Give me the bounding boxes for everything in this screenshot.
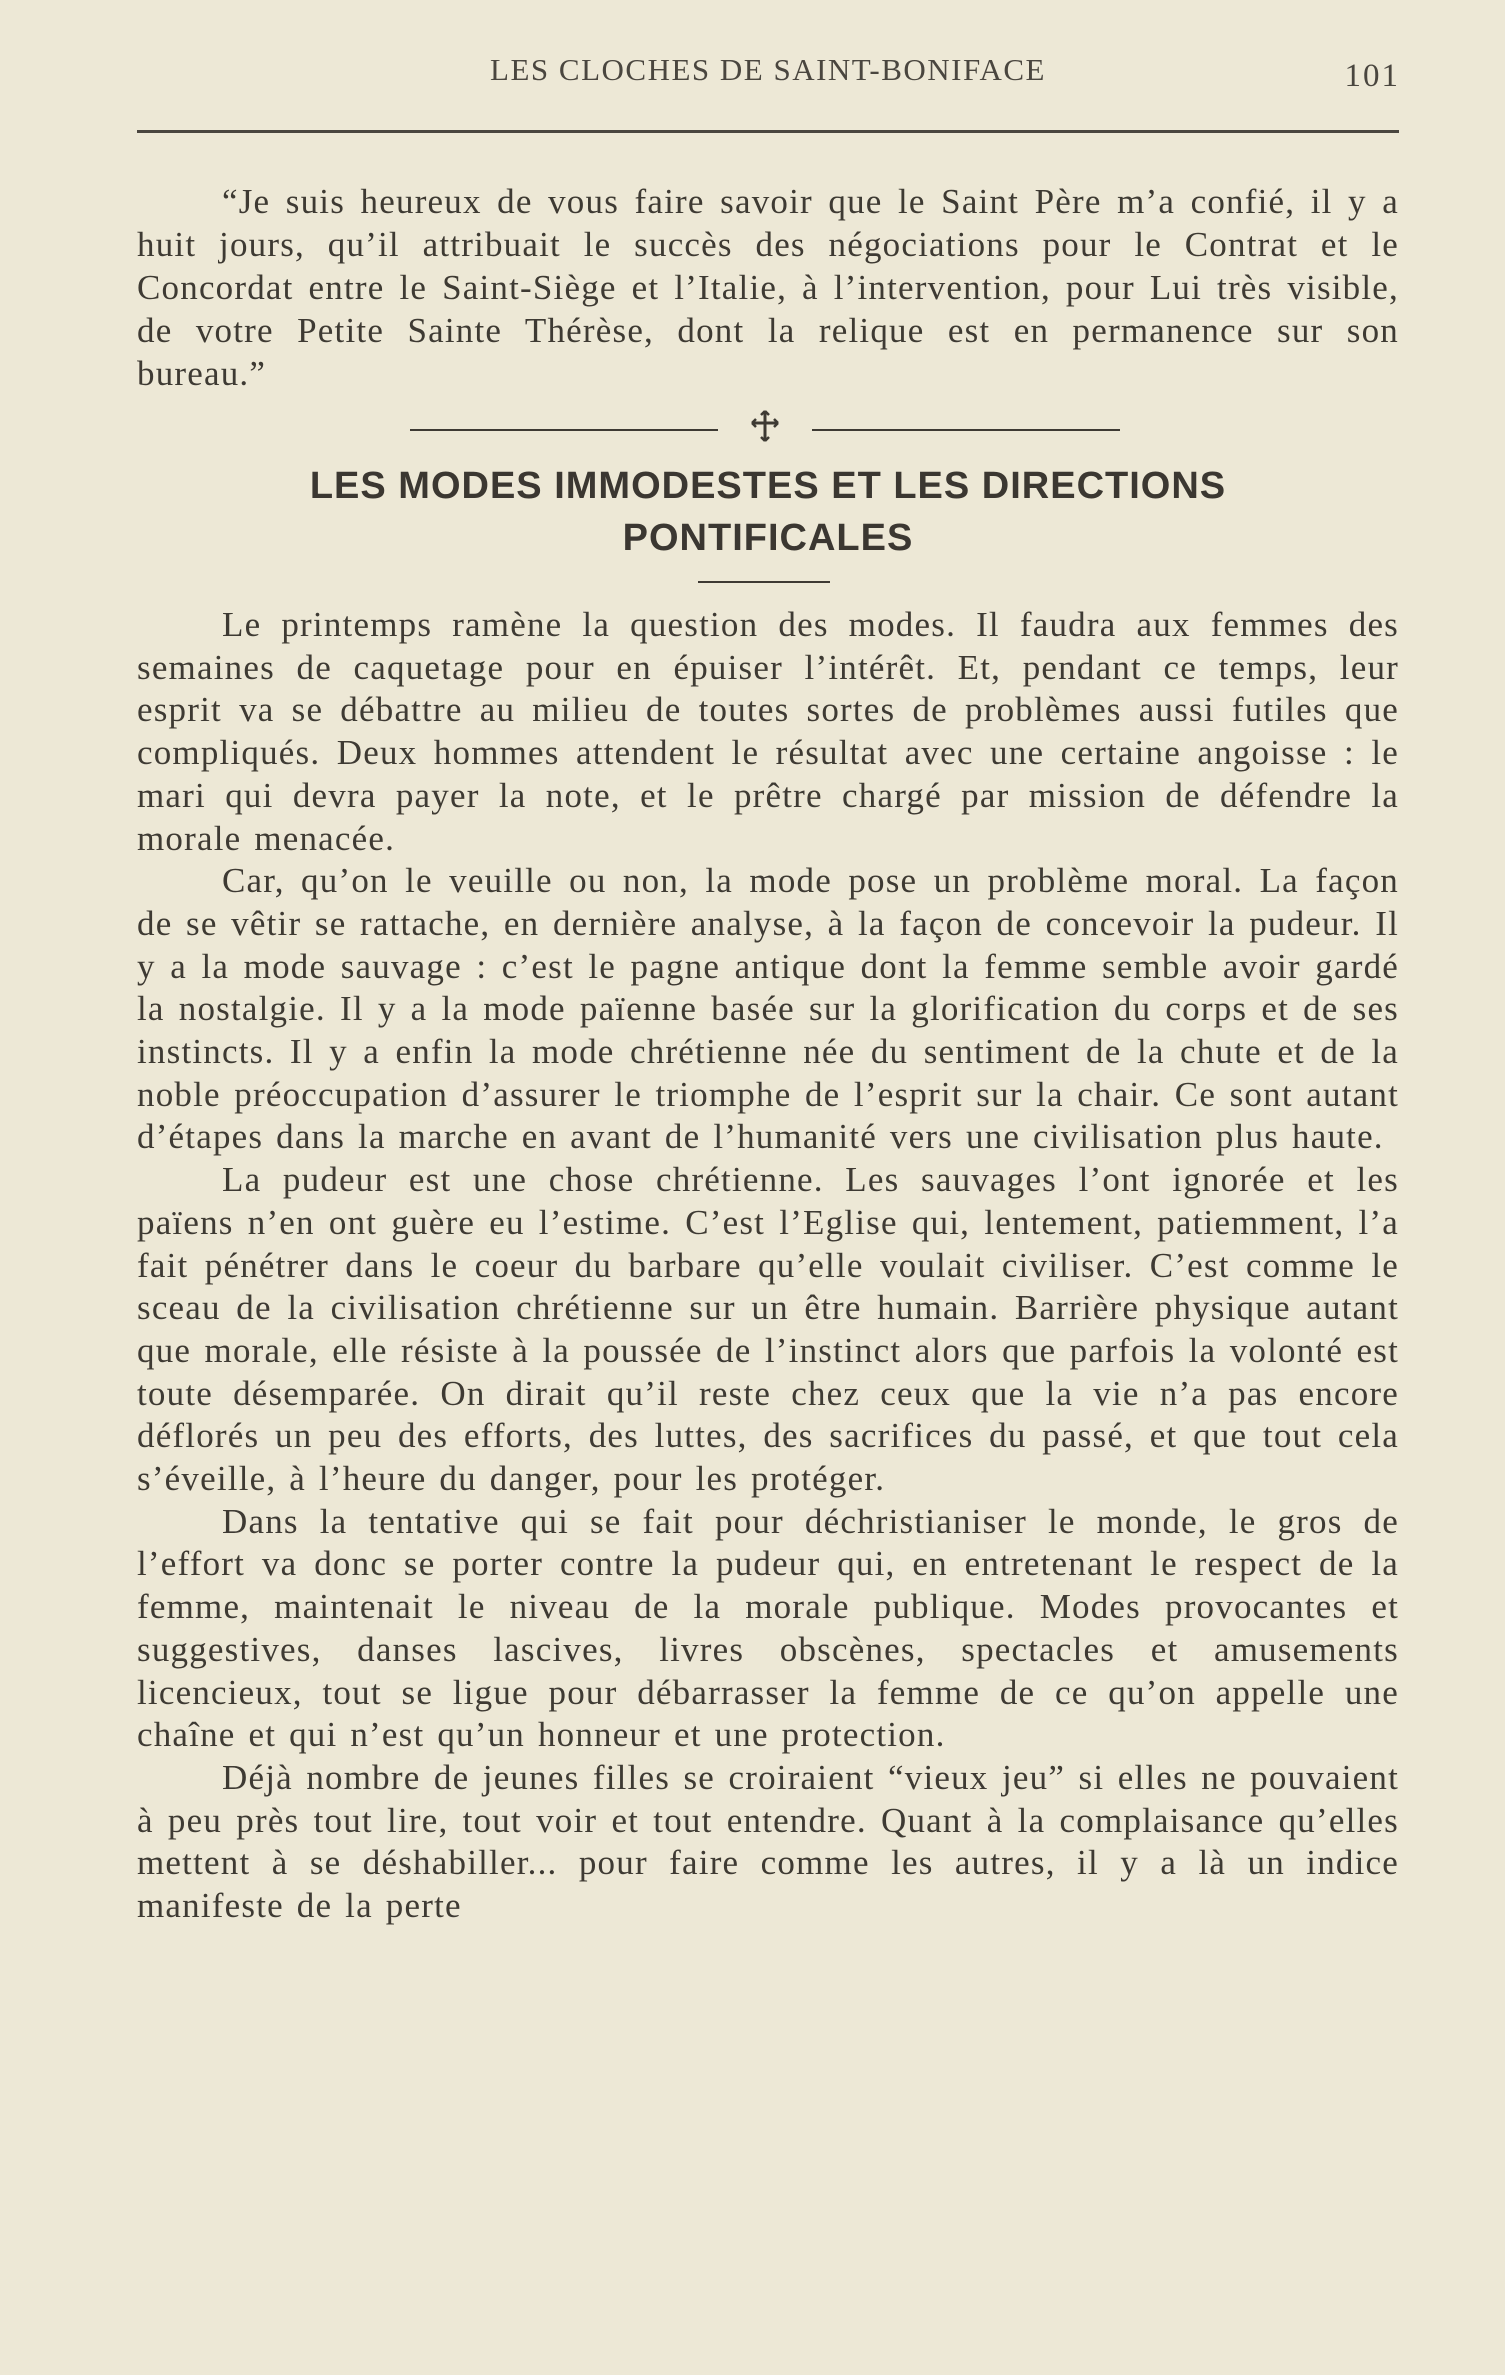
body-paragraph: Car, qu’on le veuille ou non, la mode pose un problème moral. La façon de se vêtir se rattache, en dernière analyse, à la façon de concevoir la pudeur. Il y a la mode sauvage : c’est le pagne antique dont la femme semble avoir gardé la nostalgie. Il y a la mode païenne basée sur la glorification du corps et de ses instincts. Il y a enfin la mode chrétienne née du sentiment de la chute et de la noble préoccupation d’assurer le triomphe de l’esprit sur la chair. Ce sont autant d’étapes dans la marche en avant de l’humanité vers une civilisation plus haute.	[137, 861, 1399, 1157]
body-paragraph: Dans la tentative qui se fait pour déchristianiser le monde, le gros de l’effort va donc se porter contre la pudeur qui, en entretenant le respect de la femme, maintenait le niveau de la morale publique. Modes provocantes et suggestives, danses lascives, livres obscènes, spectacles et amusements licencieux, tout se ligue pour débarrasser la femme de ce qu’on appelle une chaîne et qui n’est qu’un honneur et une protection.	[137, 1501, 1399, 1755]
article-title	[137, 460, 1399, 564]
body-paragraph: Déjà nombre de jeunes filles se croiraient “vieux jeu” si elles ne pouvaient à peu près tout lire, tout voir et tout entendre. Quant à la complaisance qu’elles mettent à se déshabiller... pour faire comme les autres, il y a là un indice manifeste de la perte	[137, 1757, 1399, 1926]
quote-block	[137, 180, 1399, 395]
title-rule	[698, 581, 830, 583]
quote-paragraph: “Je suis heureux de vous faire savoir que le Saint Père m’a confié, il y a huit jours, qu’il attribuait le succès des négociations pour le Contrat et le Concordat entre le Saint-Siège et l’Italie, à l’intervention, pour Lui très visible, de votre Petite Sainte Thérèse, dont la relique est en permanence sur son bureau.”	[137, 182, 1399, 393]
running-head	[138, 52, 1398, 92]
article-title-line-2: PONTIFICALES	[622, 517, 914, 559]
article-body	[137, 604, 1399, 1928]
header-rule	[137, 130, 1399, 133]
body-paragraph: Le printemps ramène la question des modes. Il faudra aux femmes des semaines de caquetage pour en épuiser l’intérêt. Et, pendant ce temps, leur esprit va se débattre au milieu de toutes sortes de problèmes aussi futiles que compliqués. Deux hommes attendent le résultat avec une certaine angoisse : le mari qui devra payer la note, et le prêtre chargé par mission de défendre la morale menacée.	[137, 605, 1399, 858]
page-number: 101	[1344, 58, 1400, 94]
running-title: LES CLOCHES DE SAINT-BONIFACE	[490, 52, 1046, 87]
article-title-line-1: LES MODES IMMODESTES ET LES DIRECTIONS	[309, 465, 1227, 507]
cross-ornament-icon	[747, 408, 783, 444]
divider-line-left	[410, 429, 718, 431]
body-paragraph: La pudeur est une chose chrétienne. Les sauvages l’ont ignorée et les païens n’en ont guère eu l’estime. C’est l’Eglise qui, lentement, patiemment, l’a fait pénétrer dans le coeur du barbare qu’elle voulait civiliser. C’est comme le sceau de la civilisation chrétienne sur un être humain. Barrière physique autant que morale, elle résiste à la poussée de l’instinct alors que parfois la volonté est toute désemparée. On dirait qu’il reste chez ceux que la vie n’a pas encore déflorés un peu des efforts, des luttes, des sacrifices du passé, et que tout cela s’éveille, à l’heure du danger, pour les protéger.	[137, 1160, 1399, 1499]
section-divider	[410, 408, 1120, 444]
divider-line-right	[812, 429, 1120, 431]
